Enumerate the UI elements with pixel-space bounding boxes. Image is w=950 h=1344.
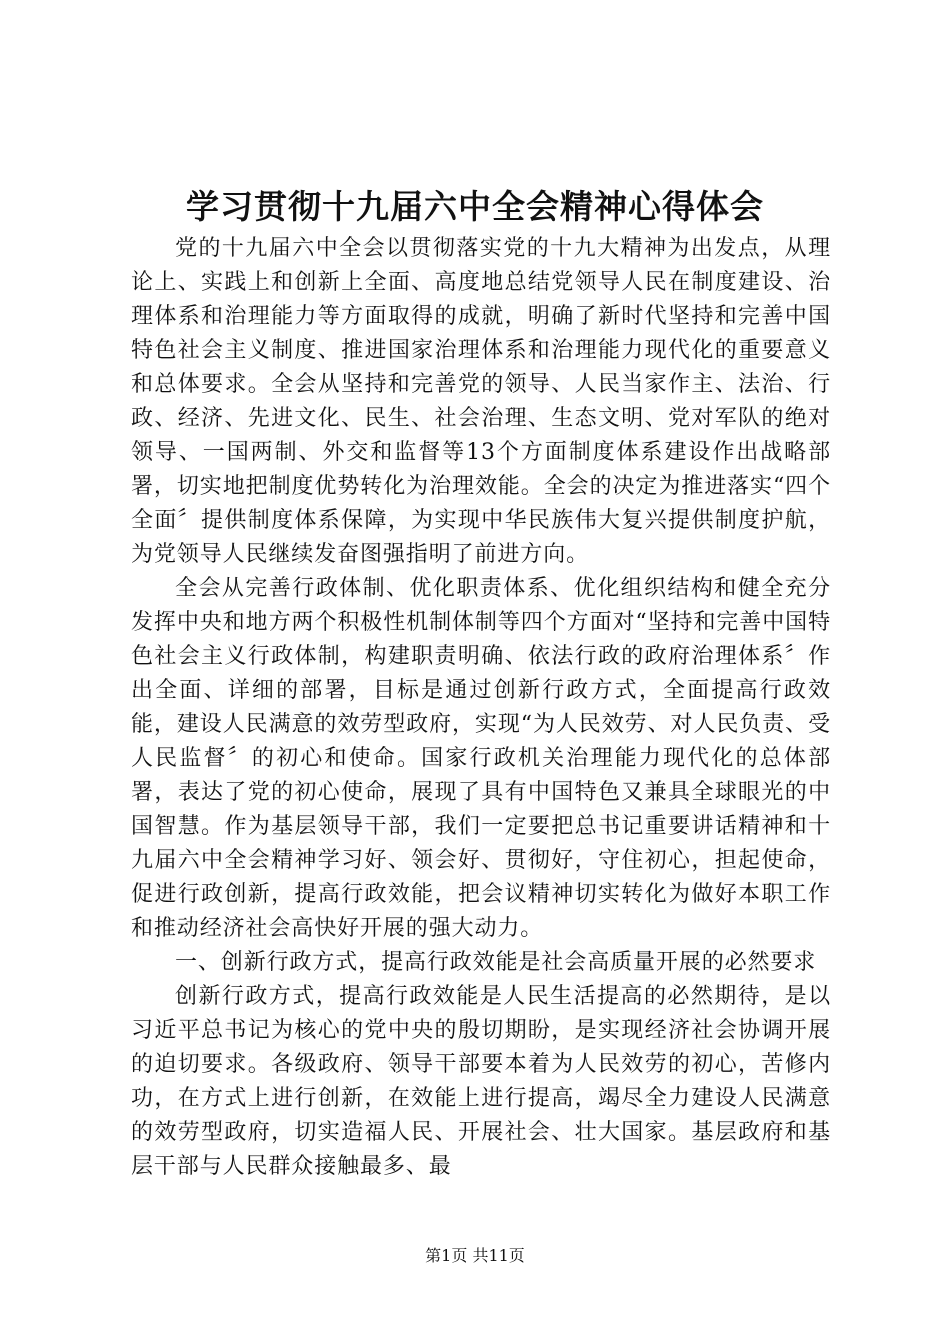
section-heading-1: 一、创新行政方式，提高行政效能是社会高质量开展的必然要求 xyxy=(175,950,817,975)
document-body xyxy=(131,232,831,1184)
paragraph-2: 全会从完善行政体制、优化职责体系、优化组织结构和健全充分发挥中央和地方两个积极性机制体制等四个方面对“坚持和完善中国特色社会主义行政体制，构建职责明确、依法行政的政府治理体系〞作出全面、详细的部署，目标是通过创新行政方式，全面提高行政效能，建设人民满意的效劳型政府，实现“为人民效劳、对人民负责、受人民监督〞的初心和使命。国家行政机关治理能力现代化的总体部署，表达了党的初心使命，展现了具有中国特色又兼具全球眼光的中国智慧。作为基层领导干部，我们一定要把总书记重要讲话精神和十九届六中全会精神学习好、领会好、贯彻好，守住初心，担起使命，促进行政创新，提高行政效能，把会议精神切实转化为做好本职工作和推动经济社会高快好开展的强大动力。 xyxy=(131,576,831,941)
document-title: 学习贯彻十九届六中全会精神心得体会 xyxy=(186,187,764,226)
paragraph-1: 党的十九届六中全会以贯彻落实党的十九大精神为出发点，从理论上、实践上和创新上全面、高度地总结党领导人民在制度建设、治理体系和治理能力等方面取得的成就，明确了新时代坚持和完善中国特色社会主义制度、推进国家治理体系和治理能力现代化的重要意义和总体要求。全会从坚持和完善党的领导、人民当家作主、法治、行政、经济、先进文化、民生、社会治理、生态文明、党对军队的绝对领导、一国两制、外交和监督等13个方面制度体系建设作出战略部署，切实地把制度优势转化为治理效能。全会的决定为推进落实“四个全面〞提供制度体系保障，为实现中华民族伟大复兴提供制度护航，为党领导人民继续发奋图强指明了前进方向。 xyxy=(131,236,831,567)
page-number-footer: 第1页 共11页 xyxy=(425,1246,525,1265)
paragraph-3: 创新行政方式，提高行政效能是人民生活提高的必然期待，是以习近平总书记为核心的党中央的殷切期盼，是实现经济社会协调开展的迫切要求。各级政府、领导干部要本着为人民效劳的初心，苦修内功，在方式上进行创新，在效能上进行提高，竭尽全力建设人民满意的效劳型政府，切实造福人民、开展社会、壮大国家。基层政府和基层干部与人民群众接触最多、最 xyxy=(131,984,831,1179)
